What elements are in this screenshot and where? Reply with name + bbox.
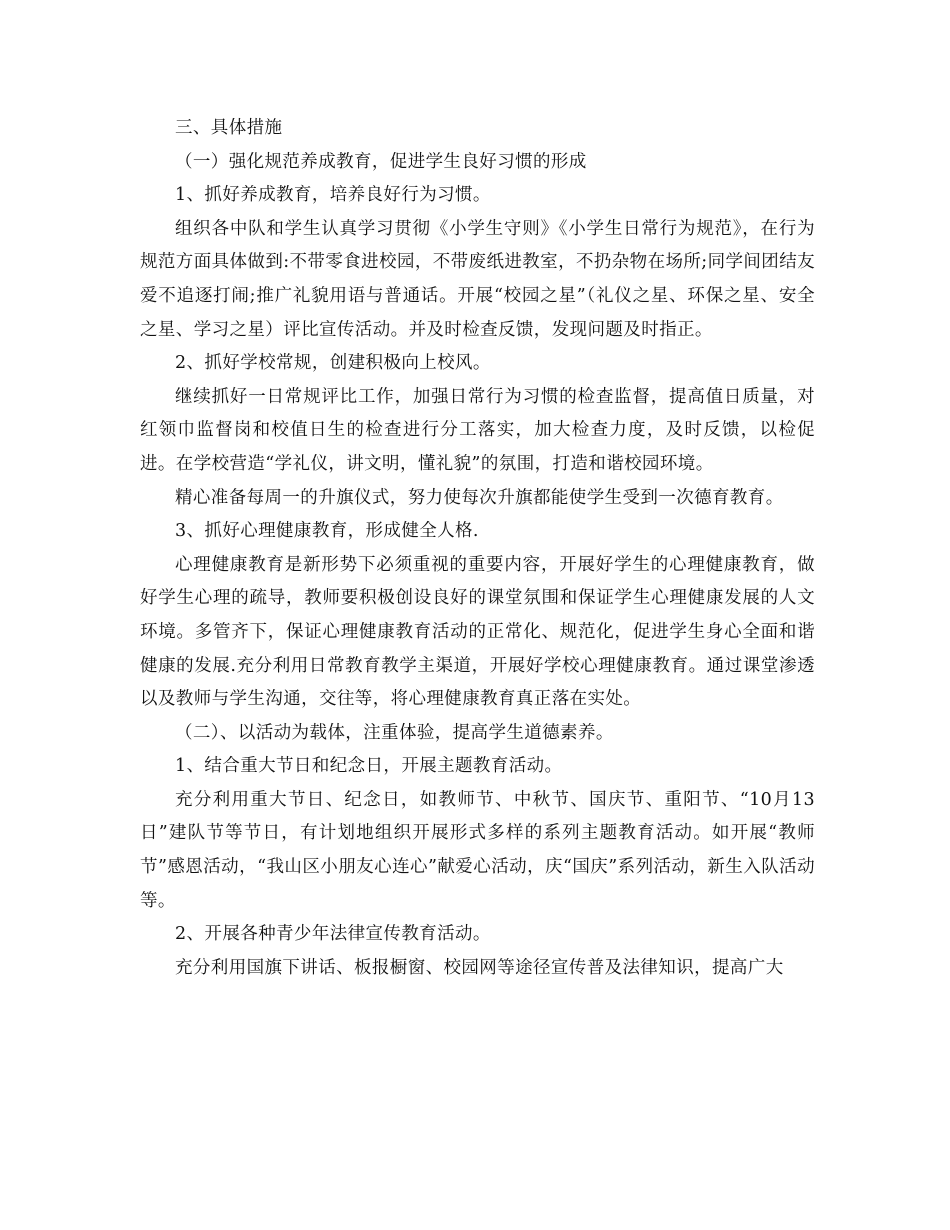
- paragraph-6: 充分利用国旗下讲话、板报橱窗、校园网等途径宣传普及法律知识，提高广大: [175, 957, 784, 978]
- item-heading-5: 2、开展各种青少年法律宣传教育活动。: [175, 924, 491, 945]
- paragraph-5: 充分利用重大节日、纪念日，如教师节、中秋节、国庆节、重阳节、“10月13日”建队节等节日，有计划地组织开展形式多样的系列主题教育活动。如开展“教师节”感恩活动，“我山区小朋友心连心”献爱心活动，庆“国庆”系列活动，新生入队活动等。: [140, 789, 815, 911]
- subsection-heading-1: （一）强化规范养成教育，促进学生良好习惯的形成: [175, 151, 587, 172]
- document-body: [140, 112, 815, 985]
- item-heading-3: 3、抓好心理健康教育，形成健全人格.: [175, 521, 479, 542]
- section-heading-measures: 三、具体措施: [175, 118, 283, 138]
- item-heading-1: 1、抓好养成教育，培养良好行为习惯。: [175, 185, 491, 206]
- item-heading-2: 2、抓好学校常规，创建积极向上校风。: [175, 353, 491, 374]
- paragraph-1: 组织各中队和学生认真学习贯彻《小学生守则》《小学生日常行为规范》，在行为规范方面具体做到:不带零食进校园，不带废纸进教室，不扔杂物在场所;同学间团结友爱不追逐打闹;推广礼貌用语与普通话。开展“校园之星”（礼仪之星、环保之星、安全之星、学习之星）评比宣传活动。并及时检查反馈，发现问题及时指正。: [140, 218, 815, 340]
- paragraph-2: 继续抓好一日常规评比工作，加强日常行为习惯的检查监督，提高值日质量，对红领巾监督岗和校值日生的检查进行分工落实，加大检查力度，及时反馈，以检促进。在学校营造“学礼仪，讲文明，懂礼貌”的氛围，打造和谐校园环境。: [140, 386, 815, 474]
- subsection-heading-2: （二）、以活动为载体，注重体验，提高学生道德素养。: [175, 722, 614, 743]
- paragraph-3: 精心准备每周一的升旗仪式，努力使每次升旗都能使学生受到一次德育教育。: [175, 487, 784, 508]
- item-heading-4: 1、结合重大节日和纪念日，开展主题教育活动。: [175, 756, 563, 777]
- paragraph-4: 心理健康教育是新形势下必须重视的重要内容，开展好学生的心理健康教育，做好学生心理的疏导，教师要积极创设良好的课堂氛围和保证学生心理健康发展的人文环境。多管齐下，保证心理健康教育活动的正常化、规范化，促进学生身心全面和谐健康的发展.充分利用日常教育教学主渠道，开展好学校心理健康教育。通过课堂渗透以及教师与学生沟通，交往等，将心理健康教育真正落在实处。: [140, 554, 815, 710]
